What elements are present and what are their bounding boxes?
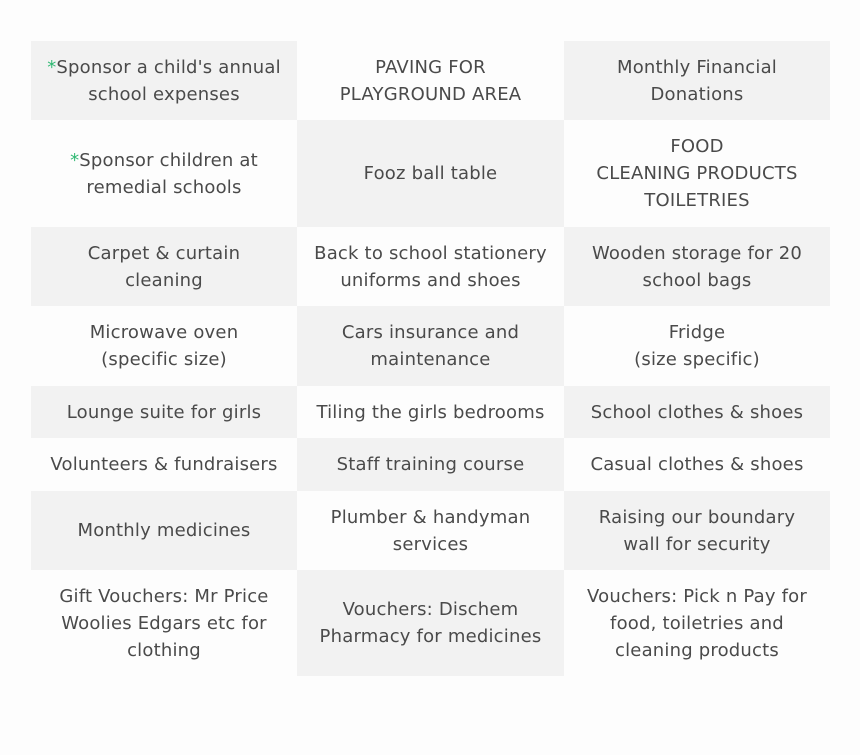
table-cell xyxy=(297,570,564,676)
cell-text: Gift Vouchers: Mr Price Woolies Edgars etc for clothing xyxy=(59,585,269,661)
cell-text: Sponsor a child's annual school expenses xyxy=(56,56,281,105)
table-cell xyxy=(564,491,830,570)
wishlist-table xyxy=(31,41,830,676)
table-cell xyxy=(297,438,564,491)
cell-text: Raising our boundary wall for security xyxy=(598,506,796,555)
table-cell xyxy=(297,120,564,227)
table-cell xyxy=(564,227,830,306)
table-cell xyxy=(31,227,297,306)
cell-text: Cars insurance and maintenance xyxy=(341,322,520,370)
cell-text: Carpet & curtain cleaning xyxy=(87,242,241,291)
cell-text: Plumber & handyman services xyxy=(330,506,531,555)
table-cell xyxy=(297,491,564,570)
table-cell xyxy=(31,386,297,438)
table-cell xyxy=(31,491,297,570)
table-cell xyxy=(564,438,830,491)
cell-text: Vouchers: Pick n Pay for food, toiletries and cleaning products xyxy=(587,585,807,661)
asterisk-mark: * xyxy=(70,149,80,171)
cell-text: Microwave oven (specific size) xyxy=(89,322,239,370)
cell-text: Back to school stationery uniforms and shoes xyxy=(314,242,547,291)
table-cell xyxy=(31,306,297,386)
cell-text: Fridge (size specific) xyxy=(634,322,760,370)
cell-text: Casual clothes & shoes xyxy=(590,454,804,475)
cell-text: Lounge suite for girls xyxy=(66,401,262,423)
table-cell xyxy=(297,386,564,438)
cell-text: Monthly medicines xyxy=(77,520,251,541)
cell-text: Tiling the girls bedrooms xyxy=(316,401,545,423)
cell-text: Vouchers: Dischem Pharmacy for medicines xyxy=(319,599,542,647)
table-cell xyxy=(564,120,830,227)
table-cell xyxy=(564,386,830,438)
table-cell xyxy=(297,306,564,386)
table-cell xyxy=(31,41,297,120)
table-cell xyxy=(564,570,830,676)
asterisk-mark: * xyxy=(47,56,57,78)
cell-text: Staff training course xyxy=(336,454,525,475)
cell-text: Fooz ball table xyxy=(363,163,498,184)
cell-text: Monthly Financial Donations xyxy=(616,56,777,105)
table-cell xyxy=(564,306,830,386)
table-cell xyxy=(297,227,564,306)
table-cell xyxy=(297,41,564,120)
cell-text: School clothes & shoes xyxy=(590,401,804,423)
table-cell xyxy=(564,41,830,120)
cell-text: Volunteers & fundraisers xyxy=(50,454,278,475)
table-cell xyxy=(31,120,297,227)
cell-text: Sponsor children at remedial schools xyxy=(79,149,258,198)
cell-text: Wooden storage for 20 school bags xyxy=(591,242,803,291)
table-cell xyxy=(31,438,297,491)
table-cell xyxy=(31,570,297,676)
cell-text: FOOD CLEANING PRODUCTS TOILETRIES xyxy=(596,136,798,211)
cell-text: PAVING FOR PLAYGROUND AREA xyxy=(339,56,522,105)
